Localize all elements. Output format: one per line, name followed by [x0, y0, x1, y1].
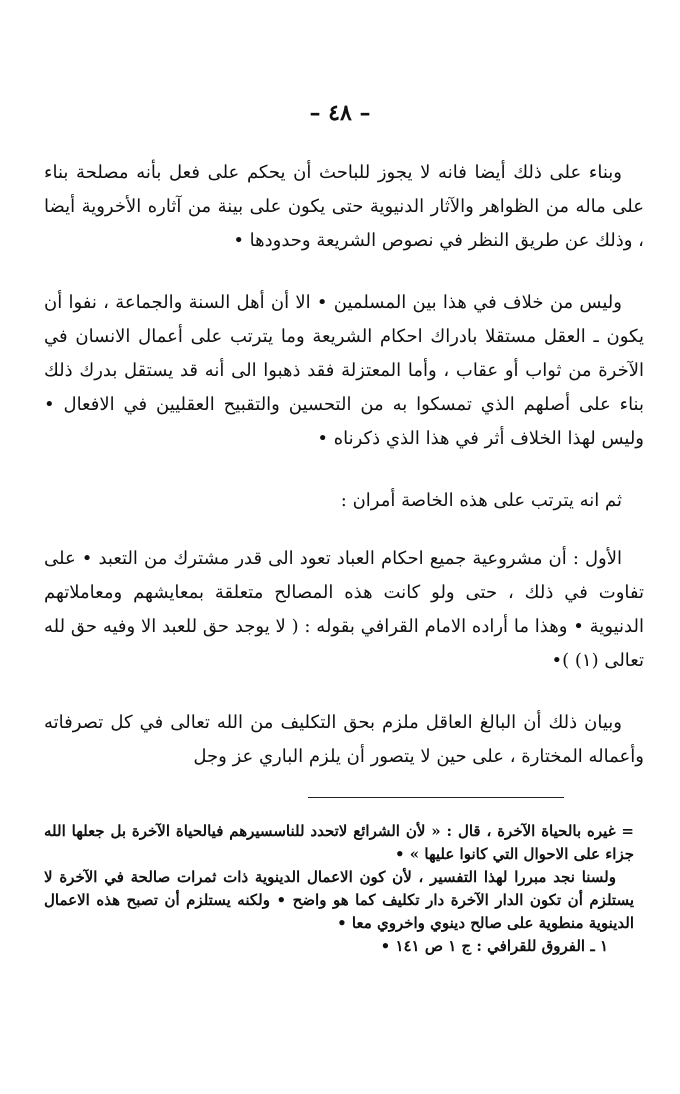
- paragraph: وبيان ذلك أن البالغ العاقل ملزم بحق التكليف من الله تعالى في كل تصرفاته وأعماله المختارة ، على حين لا يتصور أن يلزم الباري عز وجل: [44, 712, 644, 767]
- main-text: [44, 156, 644, 802]
- footnote-commentary: ولسنا نجد مبررا لهذا التفسير ، لأن كون الاعمال الدينوية ذات ثمرات صالحة في الآخرة لا يستلزم أن تكون الدار الآخرة دار تكليف كما هو واضح • ولكنه يستلزم أن تصبح هذه الاعمال الدينوية منطوية على صالح دينوي واخروي معا •: [44, 868, 634, 932]
- footnotes: [44, 820, 634, 958]
- paragraph: ثم انه يترتب على هذه الخاصة أمران :: [340, 490, 622, 511]
- footnote-continuation: = غيره بالحياة الآخرة ، قال : « لأن الشرائع لاتحدد للناسسيرهم فيالحياة الآخرة بل جعلها الله جزاء على الاحوال التي كانوا عليها » •: [44, 822, 634, 863]
- paragraph: وليس من خلاف في هذا بين المسلمين • الا أن أهل السنة والجماعة ، نفوا أن يكون ـ العقل مستقلا بادراك احكام الشريعة وما يترتب على أعمال الانسان في الآخرة من ثواب أو عقاب ، وأما المعتزلة فقد ذهبوا الى أنه قد يستقل بدرك ذلك بناء على أصلهم الذي تمسكوا به من التحسين والتقبيح العقليين في الافعال • وليس لهذا الخلاف أثر في هذا الذي ذكرناه •: [44, 292, 644, 449]
- page-number: – ٤٨ –: [309, 100, 371, 126]
- footnote-reference: ١ ـ الفروق للقرافي : ج ١ ص ١٤١ •: [380, 937, 608, 955]
- paragraph: الأول : أن مشروعية جميع احكام العباد تعود الى قدر مشترك من التعبد • على تفاوت في ذلك ، حتى ولو كانت هذه المصالح متعلقة بمعايشهم ومعاملاتهم الدنيوية • وهذا ما أراده الامام القرافي بقوله : ( لا يوجد حق للعبد الا وفيه حق لله تعالى (١) )•: [44, 548, 644, 671]
- paragraph: وبناء على ذلك أيضا فانه لا يجوز للباحث أن يحكم على فعل بأنه مصلحة بناء على ماله من الظواهر والآثار الدنيوية حتى يكون على بينة من آثاره الأخروية أيضا ، وذلك عن طريق النظر في نصوص الشريعة وحدودها •: [44, 162, 644, 251]
- footnote-divider: [308, 797, 564, 798]
